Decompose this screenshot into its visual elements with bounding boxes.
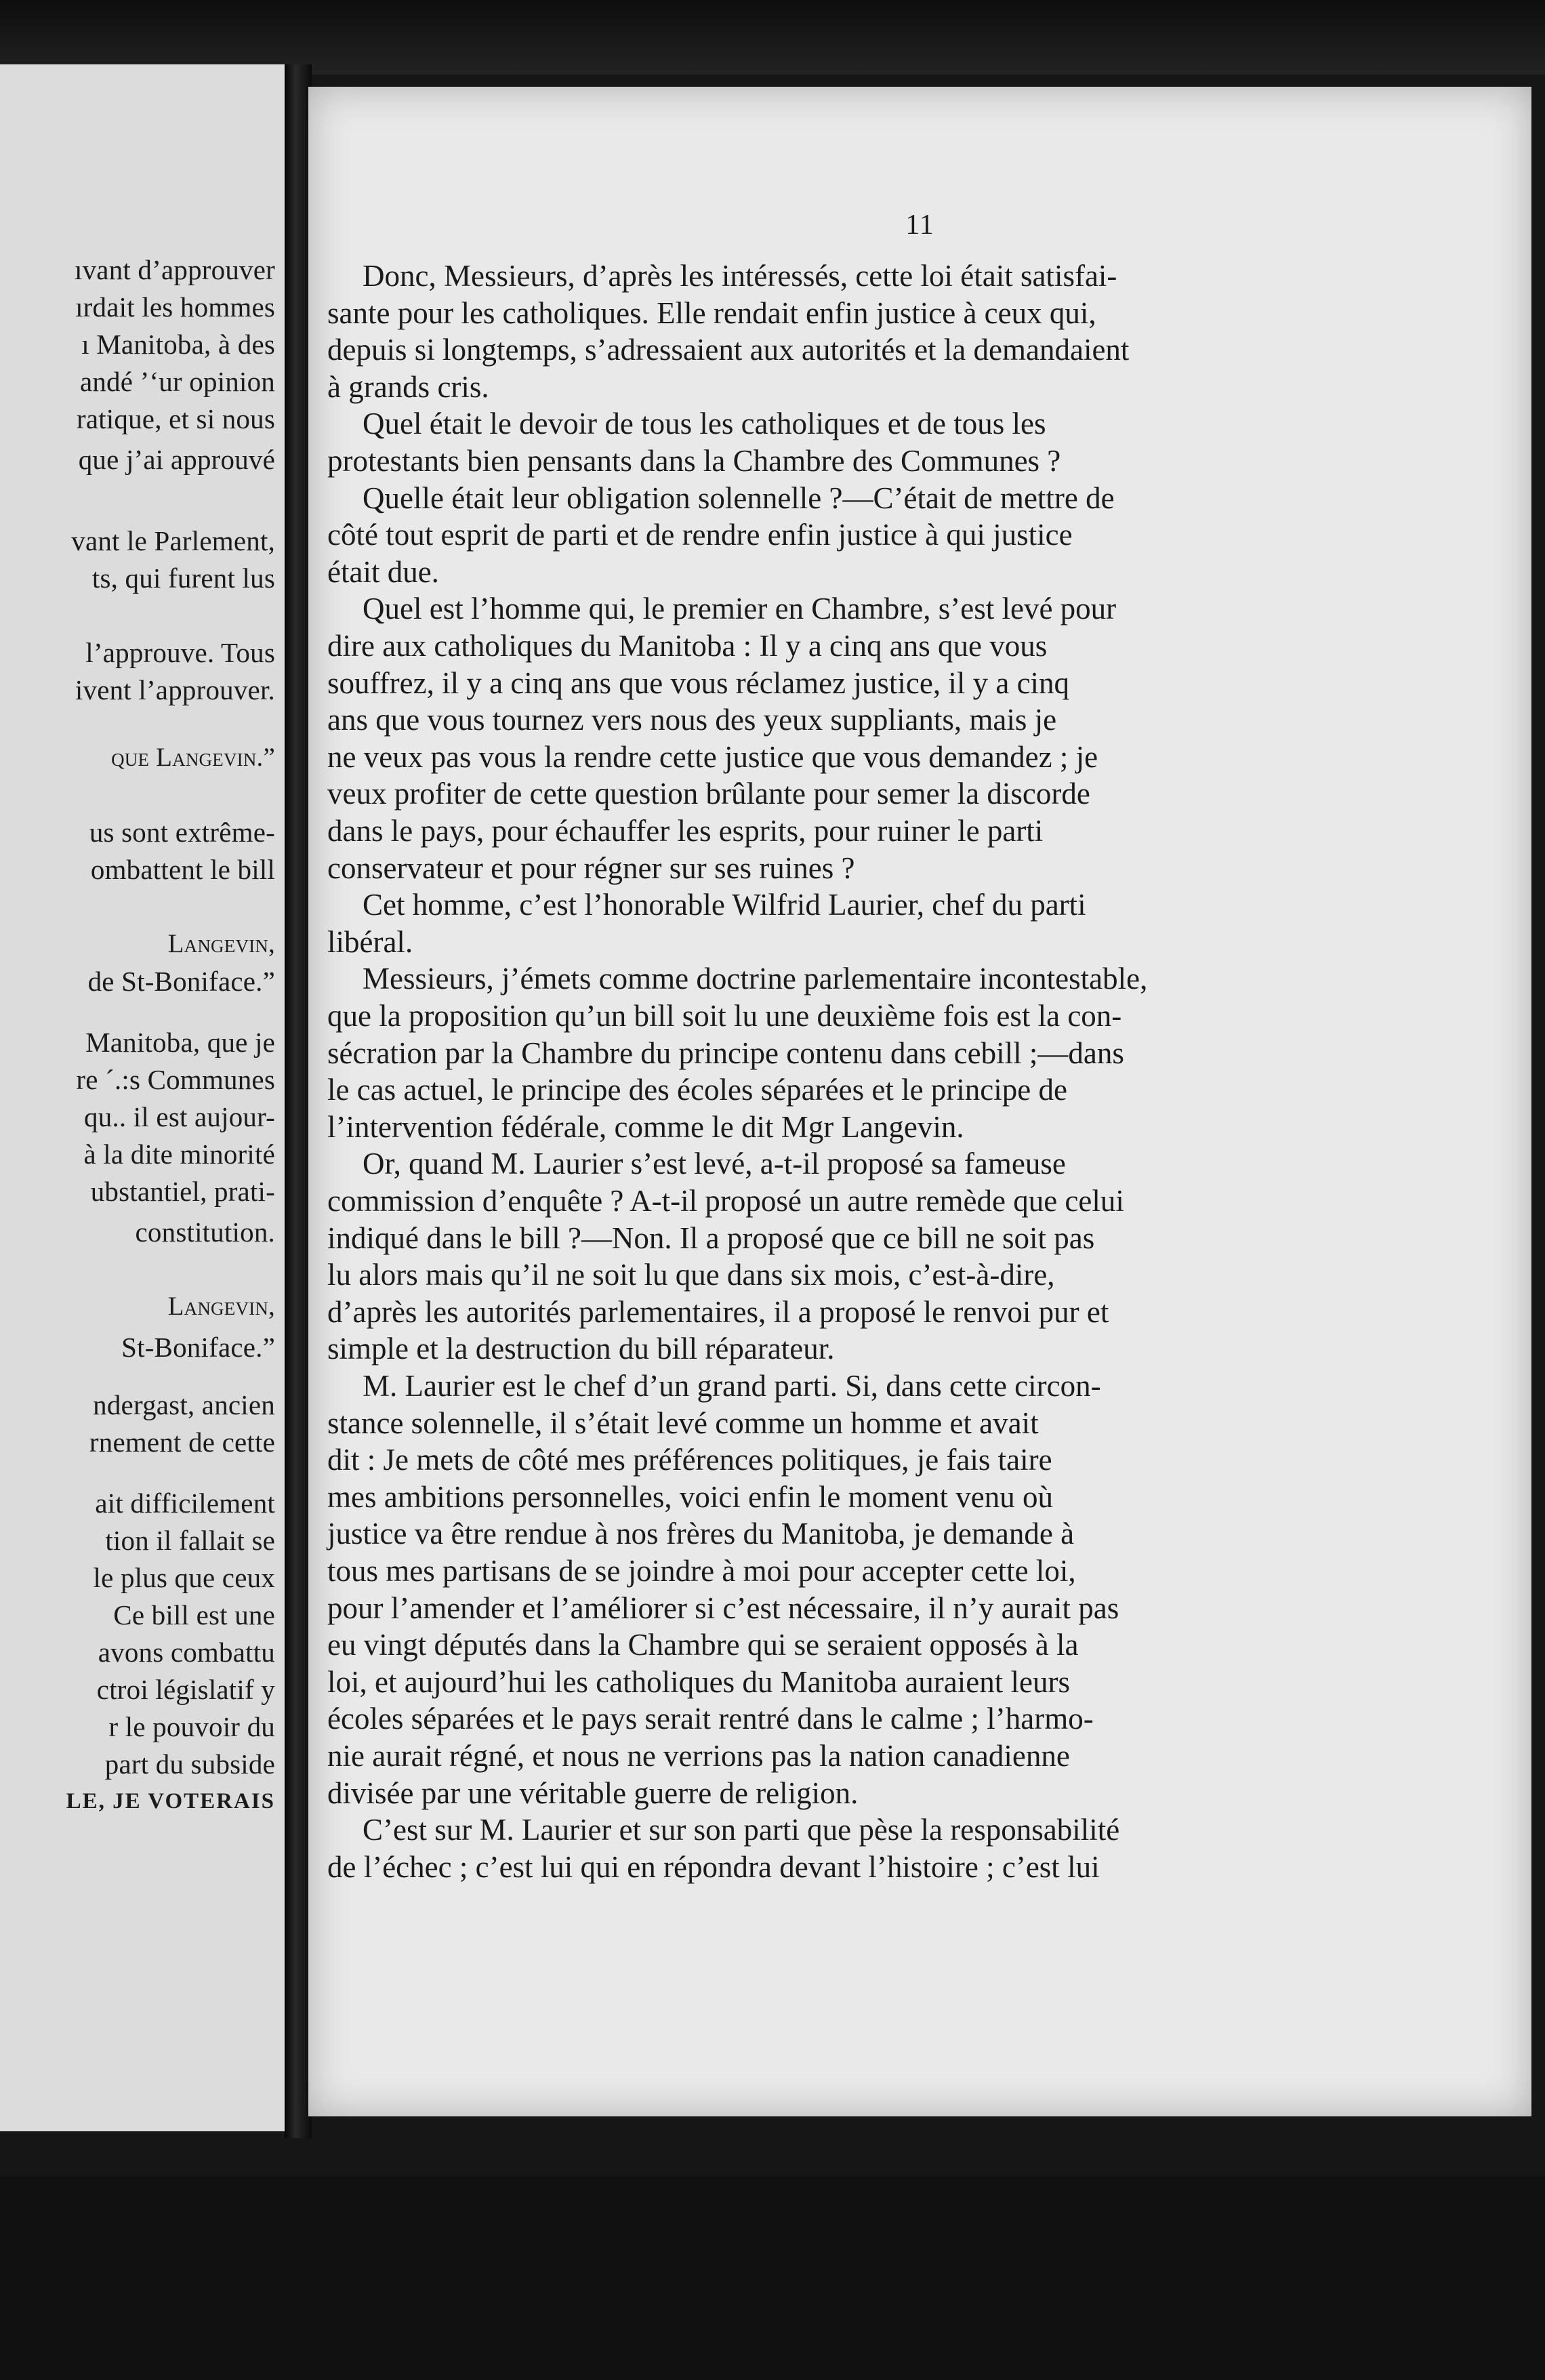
left-fragment-line: re ˊ.:s Communes — [76, 1064, 275, 1095]
body-line: Messieurs, j’émets comme doctrine parlementaire incontestable, — [363, 962, 1148, 996]
body-line: ne veux pas vous la rendre cette justice que vous demandez ; je — [327, 740, 1098, 774]
left-fragment-line: vant le Parlement, — [71, 525, 275, 556]
left-fragment-line: part du subside — [104, 1748, 275, 1780]
body-line: protestants bien pensants dans la Chambre des Communes ? — [327, 444, 1061, 478]
left-fragment-line: ubstantiel, prati- — [90, 1176, 275, 1207]
current-page — [308, 87, 1531, 2116]
body-line: justice va être rendue à nos frères du Manitoba, je demande à — [327, 1517, 1075, 1551]
body-line: Or, quand M. Laurier s’est levé, a-t-il proposé sa fameuse — [363, 1147, 1066, 1181]
body-line: le cas actuel, le principe des écoles séparées et le principe de — [327, 1073, 1067, 1107]
body-line: écoles séparées et le pays serait rentré dans le calme ; l’harmo- — [327, 1702, 1094, 1736]
left-fragment-line: LE, JE VOTERAIS — [66, 1789, 275, 1813]
body-line: lu alors mais qu’il ne soit lu que dans six mois, c’est-à-dire, — [327, 1258, 1055, 1292]
body-line: M. Laurier est le chef d’un grand parti. Si, dans cette circon- — [363, 1369, 1101, 1403]
left-fragment-line: ı Manitoba, à des — [81, 329, 275, 360]
film-border-top — [0, 0, 1545, 75]
body-line: dire aux catholiques du Manitoba : Il y a cinq ans que vous — [327, 629, 1048, 663]
previous-page-fragment — [0, 64, 297, 2131]
body-line: souffrez, il y a cinq ans que vous réclamez justice, il y a cinq — [327, 666, 1070, 700]
left-fragment-line: r le pouvoir du — [108, 1711, 275, 1742]
left-fragment-line: ombattent le bill — [90, 854, 275, 885]
body-line: divisée par une véritable guerre de religion. — [327, 1776, 859, 1810]
body-line: C’est sur M. Laurier et sur son parti que pèse la responsabilité — [363, 1813, 1120, 1847]
left-fragment-line: de St-Boniface.” — [87, 966, 275, 997]
body-line: depuis si longtemps, s’adressaient aux autorités et la demandaient — [327, 333, 1130, 367]
body-line: commission d’enquête ? A-t-il proposé un autre remède que celui — [327, 1184, 1124, 1218]
body-line: côté tout esprit de parti et de rendre enfin justice à qui justice — [327, 518, 1073, 552]
left-fragment-line: Langevin, — [167, 1292, 275, 1321]
body-line: sécration par la Chambre du principe contenu dans cebill ;—dans — [327, 1036, 1124, 1070]
body-line: pour l’amender et l’améliorer si c’est nécessaire, il n’y aurait pas — [327, 1591, 1119, 1625]
body-line: Quelle était leur obligation solennelle ?—C’était de mettre de — [363, 481, 1115, 515]
left-fragment-line: que Langevin.” — [111, 743, 275, 772]
left-fragment-line: constitution. — [135, 1216, 275, 1248]
page-number: 11 — [905, 209, 934, 241]
body-line: Quel est l’homme qui, le premier en Chambre, s’est levé pour — [363, 592, 1117, 625]
body-line: loi, et aujourd’hui les catholiques du Manitoba auraient leurs — [327, 1665, 1070, 1699]
binding-gutter — [285, 64, 312, 2138]
left-fragment-line: l’approuve. Tous — [85, 637, 275, 668]
previous-page-text — [0, 64, 291, 2131]
body-line: libéral. — [327, 925, 413, 959]
left-fragment-line: que j’ai approuvé — [78, 444, 275, 475]
body-line: eu vingt députés dans la Chambre qui se seraient opposés à la — [327, 1628, 1079, 1662]
left-fragment-line: ctroi législatif y — [96, 1674, 275, 1705]
left-fragment-line: rnement de cette — [89, 1427, 275, 1458]
left-fragment-line: avons combattu — [98, 1637, 275, 1668]
body-line: d’après les autorités parlementaires, il a proposé le renvoi pur et — [327, 1295, 1109, 1329]
left-fragment-line: ait difficilement — [95, 1488, 275, 1519]
left-fragment-line: ıvant d’approuver — [75, 254, 275, 285]
left-fragment-line: Manitoba, que je — [85, 1027, 275, 1058]
body-line: Cet homme, c’est l’honorable Wilfrid Laurier, chef du parti — [363, 888, 1086, 922]
body-line: stance solennelle, il s’était levé comme un homme et avait — [327, 1406, 1039, 1440]
left-fragment-line: us sont extrême- — [89, 817, 275, 848]
body-line: veux profiter de cette question brûlante pour semer la discorde — [327, 777, 1090, 811]
body-line: dans le pays, pour échauffer les esprits, pour ruiner le parti — [327, 814, 1044, 848]
left-fragment-line: ratique, et si nous — [76, 403, 275, 434]
left-fragment-line: ts, qui furent lus — [91, 562, 275, 594]
left-fragment-line: andé ʼʻur opinion — [79, 366, 275, 397]
body-line: tous mes partisans de se joindre à moi pour accepter cette loi, — [327, 1554, 1076, 1588]
body-line: Quel était le devoir de tous les catholiques et de tous les — [363, 407, 1046, 440]
body-line: mes ambitions personnelles, voici enfin le moment venu où — [327, 1480, 1054, 1514]
left-fragment-line: ırdait les hommes — [75, 291, 275, 323]
body-line: nie aurait régné, et nous ne verrions pas la nation canadienne — [327, 1739, 1070, 1773]
body-line: de l’échec ; c’est lui qui en répondra devant l’histoire ; c’est lui — [327, 1850, 1100, 1884]
body-line: que la proposition qu’un bill soit lu une deuxième fois est la con- — [327, 999, 1122, 1033]
body-line: sante pour les catholiques. Elle rendait enfin justice à ceux qui, — [327, 296, 1096, 330]
left-fragment-line: Ce bill est une — [113, 1599, 275, 1630]
body-line: à grands cris. — [327, 370, 489, 404]
body-line: indiqué dans le bill ?—Non. Il a proposé que ce bill ne soit pas — [327, 1221, 1095, 1255]
left-fragment-line: le plus que ceux — [93, 1562, 275, 1593]
body-line: dit : Je mets de côté mes préférences politiques, je fais taire — [327, 1443, 1052, 1477]
body-line: était due. — [327, 555, 439, 589]
left-fragment-line: qu.. il est aujour- — [84, 1101, 275, 1132]
left-fragment-line: Langevin, — [167, 929, 275, 958]
body-line: conservateur et pour régner sur ses ruines ? — [327, 851, 855, 885]
body-text — [308, 87, 1531, 2116]
left-fragment-line: ivent l’approuver. — [75, 674, 275, 705]
left-fragment-line: St-Boniface.” — [121, 1332, 275, 1363]
body-line: ans que vous tournez vers nous des yeux suppliants, mais je — [327, 703, 1057, 737]
left-fragment-line: ndergast, ancien — [93, 1389, 275, 1420]
film-border-bottom — [0, 2177, 1545, 2380]
left-fragment-line: tion il fallait se — [105, 1525, 275, 1556]
left-fragment-line: à la dite minorité — [83, 1138, 275, 1170]
body-line: simple et la destruction du bill réparateur. — [327, 1332, 835, 1366]
body-line: Donc, Messieurs, d’après les intéressés, cette loi était satisfai- — [363, 259, 1117, 293]
body-line: l’intervention fédérale, comme le dit Mgr Langevin. — [327, 1110, 964, 1144]
